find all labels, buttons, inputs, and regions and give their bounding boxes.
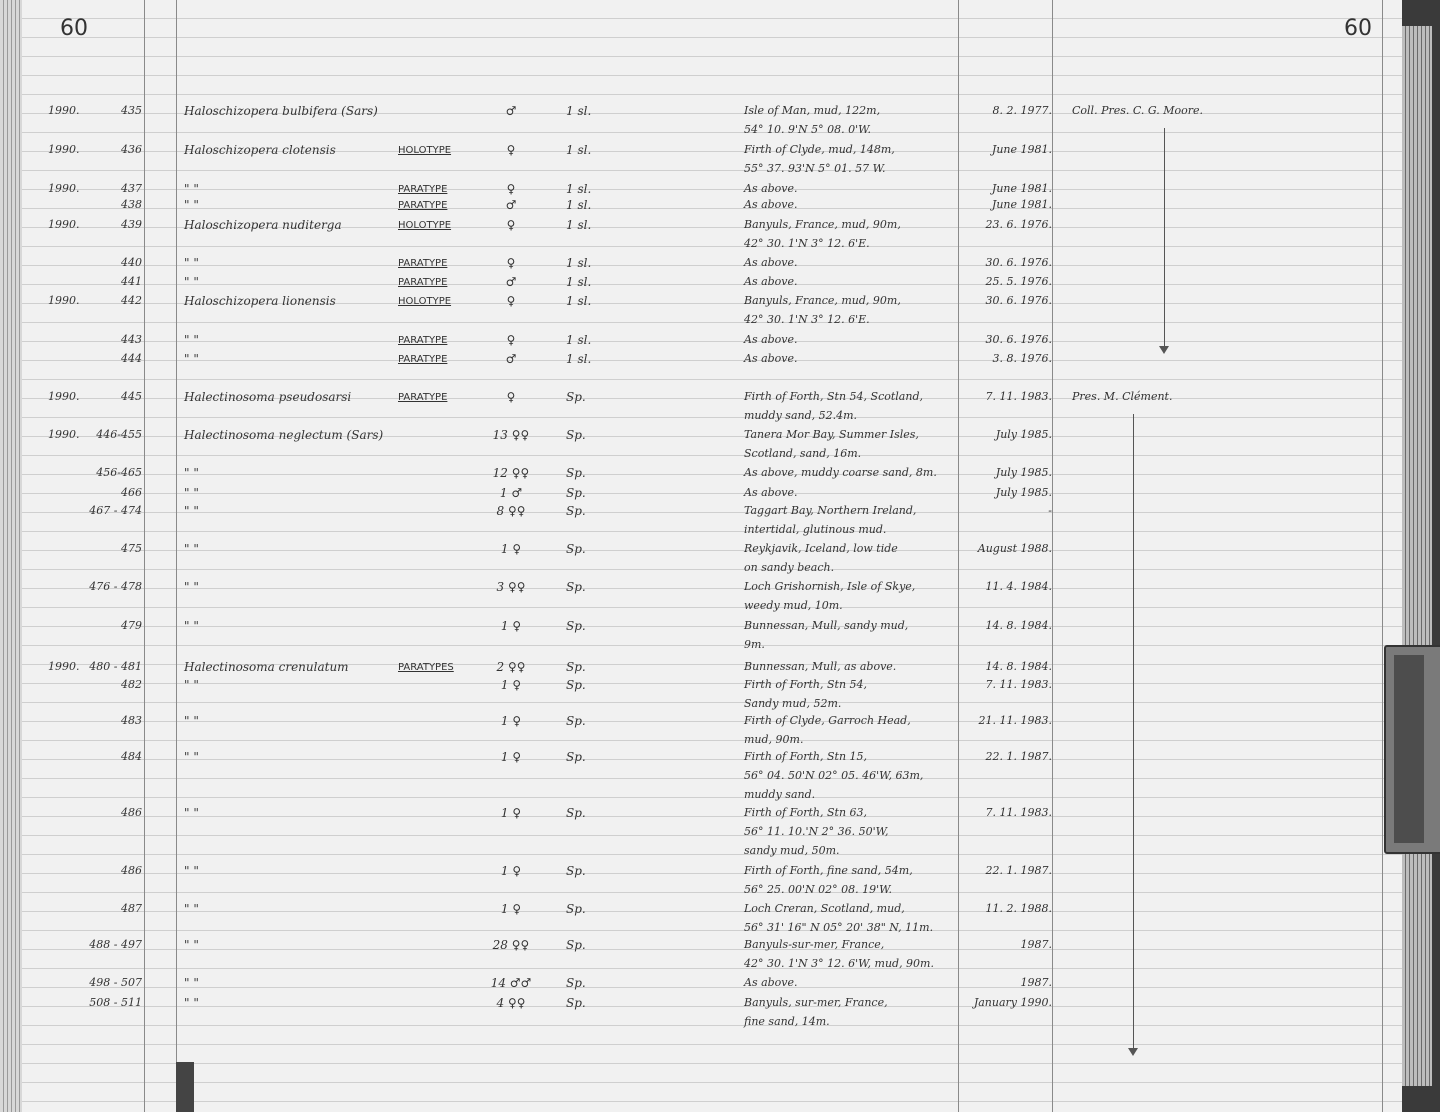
entry-quantity: Sp. (566, 996, 586, 1010)
entry-taxon: " " (184, 198, 199, 212)
entry-sex: ♂ (505, 104, 517, 118)
entry-locality-line: Taggart Bay, Northern Ireland, (744, 504, 917, 517)
entry-register-number: 486 (121, 806, 142, 819)
entry-year: 1990. (48, 104, 80, 117)
entry-taxon: " " (184, 938, 199, 952)
entry-locality-line: Firth of Forth, Stn 63, (744, 806, 868, 819)
entry-quantity: Sp. (566, 542, 586, 556)
entry-locality-line: Banyuls, France, mud, 90m, (744, 294, 901, 307)
entry-date: 30. 6. 1976. (985, 256, 1052, 269)
entry-taxon: " " (184, 902, 199, 916)
entry-register-number: 486 (121, 864, 142, 877)
entry-locality-line: As above. (744, 256, 798, 269)
entry-locality-line: Banyuls, France, mud, 90m, (744, 218, 901, 231)
entry-locality-line: intertidal, glutinous mud. (744, 523, 887, 536)
entry-register-number: 435 (121, 104, 142, 117)
entry-locality-line: Firth of Forth, Stn 54, Scotland, (744, 390, 923, 403)
entry-quantity: Sp. (566, 390, 586, 404)
entry-register-number: 436 (121, 143, 142, 156)
entry-register-number: 476 - 478 (89, 580, 142, 593)
entry-sex: ♂ (505, 198, 517, 212)
entry-type-status: PARATYPE (398, 277, 448, 288)
book-clip (1384, 645, 1440, 854)
entry-locality-line: Reykjavik, Iceland, low tide (744, 542, 898, 555)
entry-date: 25. 5. 1976. (985, 275, 1052, 288)
entry-remarks: Coll. Pres. C. G. Moore. (1072, 104, 1204, 117)
entry-taxon: Halectinosoma crenulatum (184, 660, 349, 674)
entry-year: 1990. (48, 428, 80, 441)
entry-register-number: 488 - 497 (89, 938, 142, 951)
entry-taxon: " " (184, 256, 199, 270)
entry-date: 3. 8. 1976. (992, 352, 1052, 365)
entry-locality-line: 42° 30. 1'N 3° 12. 6'E. (744, 237, 870, 250)
entry-quantity: Sp. (566, 938, 586, 952)
entry-date: 11. 2. 1988. (985, 902, 1052, 915)
column-rule (1052, 0, 1053, 1112)
entry-locality-line: Firth of Clyde, mud, 148m, (744, 143, 895, 156)
entry-type-status: PARATYPE (398, 258, 448, 269)
entry-sex: ♀ (506, 333, 516, 347)
entry-sex: 1 ♀ (500, 864, 522, 878)
entry-register-number: 484 (121, 750, 142, 763)
entry-locality-line: weedy mud, 10m. (744, 599, 843, 612)
entry-locality-line: Firth of Forth, fine sand, 54m, (744, 864, 913, 877)
entry-quantity: 1 sl. (566, 294, 592, 308)
entry-locality-line: Tanera Mor Bay, Summer Isles, (744, 428, 919, 441)
entry-sex: 1 ♀ (500, 750, 522, 764)
entry-year: 1990. (48, 182, 80, 195)
entry-sex: 28 ♀♀ (492, 938, 530, 952)
entry-sex: 1 ♀ (500, 714, 522, 728)
entry-quantity: Sp. (566, 580, 586, 594)
entry-sex: 1 ♀ (500, 806, 522, 820)
entry-register-number: 480 - 481 (89, 660, 142, 673)
entry-register-number: 467 - 474 (89, 504, 142, 517)
entry-locality-line: Firth of Forth, Stn 15, (744, 750, 868, 763)
entry-quantity: Sp. (566, 750, 586, 764)
entry-date: July 1985. (995, 428, 1052, 441)
entry-quantity: 1 sl. (566, 198, 592, 212)
entry-quantity: Sp. (566, 806, 586, 820)
entry-locality-line: 9m. (744, 638, 765, 651)
entry-quantity: 1 sl. (566, 352, 592, 366)
page-stack-right (1402, 26, 1432, 1086)
page-number-left: 60 (60, 16, 88, 41)
entry-taxon: " " (184, 182, 199, 196)
entry-quantity: Sp. (566, 428, 586, 442)
column-rule (958, 0, 959, 1112)
entry-sex: 2 ♀♀ (496, 660, 526, 674)
entry-locality-line: mud, 90m. (744, 733, 804, 746)
entry-date: 7. 11. 1983. (985, 806, 1052, 819)
margin-rule (144, 0, 145, 1112)
entry-sex: ♀ (506, 182, 516, 196)
entry-sex: ♀ (506, 294, 516, 308)
entry-register-number: 475 (121, 542, 142, 555)
entry-quantity: Sp. (566, 504, 586, 518)
entry-locality-line: 42° 30. 1'N 3° 12. 6'W, mud, 90m. (744, 957, 934, 970)
entry-sex: 14 ♂♂ (490, 976, 532, 990)
entry-locality-line: 42° 30. 1'N 3° 12. 6'E. (744, 313, 870, 326)
entry-register-number: 479 (121, 619, 142, 632)
entry-quantity: Sp. (566, 619, 586, 633)
entry-taxon: " " (184, 678, 199, 692)
entry-locality-line: Loch Grishornish, Isle of Skye, (744, 580, 916, 593)
entry-quantity: 1 sl. (566, 182, 592, 196)
entry-date: 7. 11. 1983. (985, 390, 1052, 403)
entry-locality-line: on sandy beach. (744, 561, 835, 574)
entry-sex: ♀ (506, 390, 516, 404)
entry-type-status: PARATYPE (398, 354, 448, 365)
entry-register-number: 440 (121, 256, 142, 269)
entry-locality-line: 54° 10. 9'N 5° 08. 0'W. (744, 123, 872, 136)
entry-register-number: 443 (121, 333, 142, 346)
entry-register-number: 437 (121, 182, 142, 195)
entry-locality-line: As above, muddy coarse sand, 8m. (744, 466, 937, 479)
entry-date: 30. 6. 1976. (985, 294, 1052, 307)
entry-quantity: Sp. (566, 976, 586, 990)
entry-taxon: " " (184, 466, 199, 480)
binder-corner (176, 1062, 194, 1112)
entry-sex: 1 ♀ (500, 542, 522, 556)
entry-type-status: HOLOTYPE (398, 145, 452, 156)
entry-register-number: 483 (121, 714, 142, 727)
ditto-arrow-line (1133, 414, 1134, 1048)
entry-quantity: Sp. (566, 902, 586, 916)
entry-sex: 1 ♀ (500, 902, 522, 916)
entry-taxon: Haloschizopera clotensis (184, 143, 336, 157)
entry-locality-line: Bunnessan, Mull, as above. (744, 660, 897, 673)
entry-type-status: PARATYPE (398, 200, 448, 211)
entry-quantity: Sp. (566, 466, 586, 480)
entry-date: June 1981. (991, 182, 1052, 195)
entry-locality-line: muddy sand. (744, 788, 816, 801)
entry-locality-line: Bunnessan, Mull, sandy mud, (744, 619, 909, 632)
entry-taxon: Haloschizopera bulbifera (Sars) (184, 104, 378, 118)
entry-sex: ♂ (505, 275, 517, 289)
entry-date: 21. 11. 1983. (978, 714, 1052, 727)
entry-taxon: " " (184, 580, 199, 594)
entry-locality-line: As above. (744, 352, 798, 365)
entry-date: 30. 6. 1976. (985, 333, 1052, 346)
entry-sex: 13 ♀♀ (492, 428, 530, 442)
entry-quantity: Sp. (566, 714, 586, 728)
entry-date: 23. 6. 1976. (985, 218, 1052, 231)
entry-date: January 1990. (973, 996, 1052, 1009)
entry-quantity: 1 sl. (566, 143, 592, 157)
entry-remarks: Pres. M. Clément. (1072, 390, 1173, 403)
entry-register-number: 482 (121, 678, 142, 691)
entry-sex: ♀ (506, 218, 516, 232)
entry-taxon: " " (184, 619, 199, 633)
entry-quantity: Sp. (566, 864, 586, 878)
entry-register-number: 446-455 (96, 428, 142, 441)
ditto-arrow-head-icon (1128, 1048, 1138, 1056)
entry-date: June 1981. (991, 143, 1052, 156)
entry-year: 1990. (48, 294, 80, 307)
entry-year: 1990. (48, 143, 80, 156)
entry-locality-line: 56° 25. 00'N 02° 08. 19'W. (744, 883, 893, 896)
entry-taxon: " " (184, 275, 199, 289)
entry-sex: 1 ♀ (500, 678, 522, 692)
entry-locality-line: Sandy mud, 52m. (744, 697, 842, 710)
entry-locality-line: Scotland, sand, 16m. (744, 447, 862, 460)
entry-quantity: 1 sl. (566, 275, 592, 289)
entry-type-status: PARATYPE (398, 392, 448, 403)
entry-date: 14. 8. 1984. (985, 660, 1052, 673)
entry-register-number: 441 (121, 275, 142, 288)
entry-date: 22. 1. 1987. (985, 750, 1052, 763)
entry-locality-line: Firth of Forth, Stn 54, (744, 678, 868, 691)
entry-date: 14. 8. 1984. (985, 619, 1052, 632)
entry-sex: 1 ♂ (499, 486, 523, 500)
entry-taxon: Haloschizopera nuditerga (184, 218, 342, 232)
entry-sex: 3 ♀♀ (496, 580, 526, 594)
entry-type-status: HOLOTYPE (398, 220, 452, 231)
entry-quantity: Sp. (566, 678, 586, 692)
entry-type-status: PARATYPE (398, 184, 448, 195)
entry-type-status: HOLOTYPE (398, 296, 452, 307)
entry-quantity: Sp. (566, 486, 586, 500)
entry-locality-line: 55° 37. 93'N 5° 01. 57 W. (744, 162, 886, 175)
entry-date: July 1985. (995, 466, 1052, 479)
entry-date: 22. 1. 1987. (985, 864, 1052, 877)
entry-locality-line: 56° 11. 10.'N 2° 36. 50'W, (744, 825, 889, 838)
entry-quantity: 1 sl. (566, 104, 592, 118)
entry-sex: 4 ♀♀ (496, 996, 526, 1010)
entry-taxon: Halectinosoma neglectum (Sars) (184, 428, 384, 442)
entry-locality-line: As above. (744, 486, 798, 499)
column-rule (1382, 0, 1383, 1112)
entry-register-number: 508 - 511 (89, 996, 142, 1009)
entry-register-number: 438 (121, 198, 142, 211)
entry-taxon: " " (184, 486, 199, 500)
entry-year: 1990. (48, 390, 80, 403)
entry-date: 11. 4. 1984. (985, 580, 1052, 593)
entry-quantity: 1 sl. (566, 218, 592, 232)
entry-locality-line: 56° 31' 16" N 05° 20' 38" N, 11m. (744, 921, 934, 934)
entry-sex: ♀ (506, 143, 516, 157)
entry-quantity: 1 sl. (566, 256, 592, 270)
entry-taxon: " " (184, 806, 199, 820)
entry-taxon: " " (184, 976, 199, 990)
entry-taxon: " " (184, 996, 199, 1010)
entry-date: 1987. (1020, 976, 1052, 989)
entry-register-number: 444 (121, 352, 142, 365)
entry-taxon: " " (184, 542, 199, 556)
entry-register-number: 439 (121, 218, 142, 231)
entry-locality-line: sandy mud, 50m. (744, 844, 840, 857)
entry-date: 7. 11. 1983. (985, 678, 1052, 691)
entry-sex: 8 ♀♀ (496, 504, 526, 518)
ditto-arrow-head-icon (1159, 346, 1169, 354)
entry-date: June 1981. (991, 198, 1052, 211)
entry-taxon: Halectinosoma pseudosarsi (184, 390, 352, 404)
entry-register-number: 487 (121, 902, 142, 915)
entry-taxon: " " (184, 352, 199, 366)
entry-register-number: 445 (121, 390, 142, 403)
page-stack-left (0, 0, 22, 1112)
entry-locality-line: As above. (744, 275, 798, 288)
entry-taxon: " " (184, 864, 199, 878)
entry-taxon: " " (184, 504, 199, 518)
entry-register-number: 442 (121, 294, 142, 307)
entry-locality-line: Isle of Man, mud, 122m, (744, 104, 881, 117)
entry-quantity: 1 sl. (566, 333, 592, 347)
entry-date: 1987. (1020, 938, 1052, 951)
entry-register-number: 456-465 (96, 466, 142, 479)
entry-taxon: " " (184, 714, 199, 728)
entry-locality-line: As above. (744, 976, 798, 989)
entry-sex: 1 ♀ (500, 619, 522, 633)
entry-locality-line: As above. (744, 198, 798, 211)
entry-date: July 1985. (995, 486, 1052, 499)
entry-locality-line: Firth of Clyde, Garroch Head, (744, 714, 911, 727)
entry-locality-line: 56° 04. 50'N 02° 05. 46'W, 63m, (744, 769, 924, 782)
entry-type-status: PARATYPE (398, 335, 448, 346)
entry-locality-line: As above. (744, 333, 798, 346)
entry-locality-line: Loch Creran, Scotland, mud, (744, 902, 905, 915)
entry-locality-line: As above. (744, 182, 798, 195)
entry-year: 1990. (48, 660, 80, 673)
entry-locality-line: fine sand, 14m. (744, 1015, 830, 1028)
entry-date: 8. 2. 1977. (992, 104, 1052, 117)
entry-taxon: Haloschizopera lionensis (184, 294, 336, 308)
page-number-right: 60 (1344, 16, 1372, 41)
entry-locality-line: Banyuls, sur-mer, France, (744, 996, 888, 1009)
entry-taxon: " " (184, 750, 199, 764)
entry-sex: 12 ♀♀ (492, 466, 530, 480)
entry-locality-line: muddy sand, 52.4m. (744, 409, 858, 422)
entry-sex: ♀ (506, 256, 516, 270)
ditto-arrow-line (1164, 128, 1165, 346)
entry-sex: ♂ (505, 352, 517, 366)
entry-locality-line: Banyuls-sur-mer, France, (744, 938, 885, 951)
entry-date: - (1048, 504, 1052, 517)
entry-quantity: Sp. (566, 660, 586, 674)
entry-register-number: 498 - 507 (89, 976, 142, 989)
entry-type-status: PARATYPES (398, 662, 454, 673)
entry-date: August 1988. (977, 542, 1052, 555)
entry-taxon: " " (184, 333, 199, 347)
margin-rule (176, 0, 177, 1112)
entry-register-number: 466 (121, 486, 142, 499)
entry-year: 1990. (48, 218, 80, 231)
